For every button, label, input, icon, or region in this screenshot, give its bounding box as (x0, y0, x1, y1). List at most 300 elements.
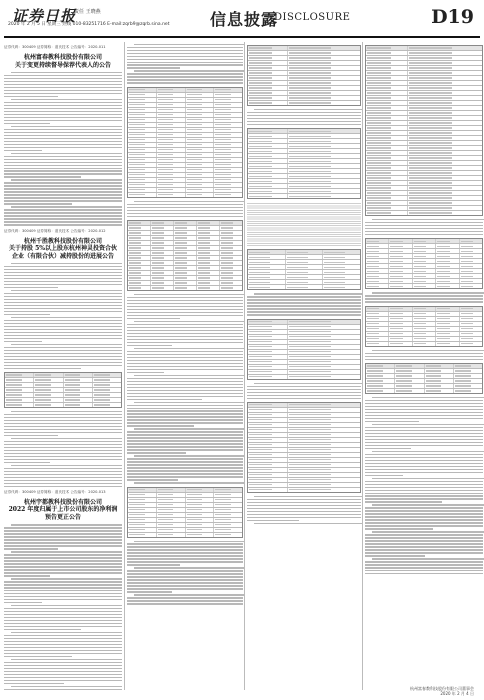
table-cell (220, 261, 242, 265)
table-cell (248, 91, 288, 95)
table-cell (248, 330, 288, 334)
table-cell (157, 118, 186, 122)
table-cell (214, 103, 242, 107)
text-line (4, 629, 81, 630)
table-cell (436, 342, 459, 346)
table-cell (288, 129, 360, 133)
table-cell (214, 113, 242, 117)
text-line (127, 342, 243, 343)
text-line (365, 295, 483, 296)
table-cell (220, 236, 242, 240)
table-cell (174, 286, 197, 290)
table-cell (128, 528, 157, 532)
text-line (134, 455, 245, 456)
text-line (372, 451, 484, 452)
text-line (365, 495, 483, 496)
table-cell (366, 76, 408, 80)
text-line (127, 333, 243, 334)
table-cell (214, 143, 242, 147)
text-line (365, 472, 483, 473)
table-cell (128, 533, 157, 537)
text-line (11, 411, 122, 412)
article-body (247, 293, 361, 315)
table-cell (214, 93, 242, 97)
table-cell (186, 133, 215, 137)
table-cell (128, 188, 157, 192)
table-cell (389, 269, 412, 273)
table-cell (288, 101, 360, 105)
text-line (4, 429, 122, 430)
text-line (247, 505, 361, 506)
table-cell (197, 261, 220, 265)
table-cell (408, 176, 482, 180)
table-cell (288, 194, 360, 198)
text-line (4, 305, 122, 306)
table-cell (460, 274, 482, 278)
table-cell (34, 393, 63, 397)
table-cell (128, 143, 157, 147)
table-cell (186, 153, 215, 157)
text-line (247, 392, 361, 393)
text-line (4, 341, 42, 342)
table-cell (408, 136, 482, 140)
text-line (365, 573, 483, 574)
text-line (134, 375, 245, 376)
article-body (4, 72, 122, 226)
text-line (365, 466, 483, 467)
table-cell (186, 498, 215, 502)
section-title-cn: 信息披露 (210, 10, 279, 29)
data-table (127, 220, 243, 291)
table-cell (248, 340, 288, 344)
text-line (247, 517, 361, 518)
text-line (4, 293, 122, 294)
data-table (4, 372, 122, 408)
table-cell (220, 276, 242, 280)
table-cell (408, 166, 482, 170)
table-cell (128, 523, 157, 527)
text-line (127, 467, 243, 468)
table-cell (366, 249, 389, 253)
signature-company: 杭州富春教科技股份有限公司董事会 (410, 686, 474, 691)
table-cell (408, 91, 482, 95)
text-line (247, 502, 361, 503)
text-line (4, 135, 122, 136)
announcement-title: 杭州宇都教科技股份有限公司 2022 年度归属于上市公司股东的净利润 预告更正公告 (8, 498, 118, 521)
table-cell (395, 384, 424, 388)
text-line (11, 317, 122, 318)
text-line (247, 511, 361, 512)
table-cell (389, 284, 412, 288)
text-line (365, 448, 411, 449)
table-cell (288, 365, 360, 369)
text-line (4, 123, 50, 124)
masthead-rule (4, 36, 480, 38)
table-cell (408, 116, 482, 120)
table-cell (248, 335, 288, 339)
table-cell (408, 131, 482, 135)
text-line (127, 552, 243, 553)
text-line (4, 120, 122, 121)
text-line (4, 165, 122, 166)
text-line (4, 168, 122, 169)
text-line (127, 67, 180, 68)
table-cell (248, 129, 288, 133)
table-cell (323, 270, 360, 274)
table-cell (408, 61, 482, 65)
table-cell (248, 413, 288, 417)
text-line (134, 294, 245, 295)
text-line (4, 572, 122, 573)
table-cell (214, 148, 242, 152)
table-cell (389, 312, 412, 316)
newspaper-logo: 证券日报 (12, 7, 77, 25)
table-cell (128, 103, 157, 107)
table-cell (5, 373, 34, 377)
text-line (134, 70, 245, 71)
table-cell (389, 274, 412, 278)
table-cell (366, 244, 389, 248)
text-line (365, 493, 483, 494)
table-cell (288, 46, 360, 50)
table-cell (366, 111, 408, 115)
table-cell (151, 226, 174, 230)
text-line (365, 436, 483, 437)
text-line (365, 400, 483, 401)
table-cell (288, 375, 360, 379)
table-cell (288, 428, 360, 432)
text-line (4, 620, 122, 621)
text-line (365, 356, 483, 357)
text-line (4, 156, 122, 157)
text-line (372, 292, 484, 293)
text-line (127, 476, 243, 477)
table-cell (425, 374, 454, 378)
text-line (4, 182, 122, 183)
text-line (4, 111, 122, 112)
table-cell (366, 146, 408, 150)
table-cell (128, 261, 151, 265)
table-cell (220, 226, 242, 230)
table-cell (408, 86, 482, 90)
table-cell (174, 256, 197, 260)
table-cell (248, 265, 286, 269)
table-cell (288, 325, 360, 329)
table-cell (248, 154, 288, 158)
text-line (4, 356, 122, 357)
text-line (4, 87, 122, 88)
announcement-title: 杭州富春教科技股份有限公司 关于变更持续督导保荐代表人的公告 (14, 54, 111, 69)
table-cell (128, 138, 157, 142)
text-line (4, 614, 122, 615)
text-line (134, 428, 245, 429)
table-cell (413, 249, 436, 253)
table-cell (248, 179, 288, 183)
article-body (365, 350, 483, 360)
text-line (4, 533, 122, 534)
table-cell (157, 133, 186, 137)
text-line (4, 542, 122, 543)
table-cell (366, 274, 389, 278)
text-line (134, 482, 245, 483)
table-cell (214, 523, 242, 527)
article-body (365, 219, 483, 235)
text-line (127, 79, 243, 80)
table-cell (151, 251, 174, 255)
table-cell (389, 244, 412, 248)
text-line (4, 141, 122, 142)
table-cell (389, 249, 412, 253)
text-line (127, 381, 243, 382)
table-cell (157, 188, 186, 192)
table-cell (454, 374, 482, 378)
text-line (127, 546, 243, 547)
table-cell (197, 271, 220, 275)
article-body (365, 397, 483, 574)
table-cell (389, 327, 412, 331)
table-cell (186, 493, 215, 497)
table-cell (389, 332, 412, 336)
table-cell (286, 270, 324, 274)
table-cell (436, 312, 459, 316)
table-cell (214, 193, 242, 197)
table-cell (460, 342, 482, 346)
table-cell (366, 374, 395, 378)
table-cell (288, 453, 360, 457)
text-line (365, 540, 483, 541)
text-line (4, 144, 122, 145)
text-line (127, 339, 243, 340)
text-line (4, 150, 42, 151)
text-line (254, 496, 363, 497)
announcement-code: 证券代码：300409 证券简称：道氏技术 公告编号：2020-011 (4, 45, 106, 49)
table-cell (288, 71, 360, 75)
text-line (4, 662, 122, 663)
text-line (127, 312, 243, 313)
table-cell (248, 86, 288, 90)
table-cell (248, 159, 288, 163)
table-cell (128, 108, 157, 112)
table-cell (389, 264, 412, 268)
text-line (127, 396, 243, 397)
text-line (127, 59, 243, 60)
text-line (365, 549, 483, 550)
text-line (4, 326, 122, 327)
table-cell (436, 307, 459, 311)
text-line (127, 351, 243, 352)
text-line (4, 611, 122, 612)
table-cell (186, 193, 215, 197)
text-line (127, 561, 243, 562)
table-cell (128, 113, 157, 117)
table-cell (395, 389, 424, 393)
data-table (247, 319, 361, 380)
table-cell (157, 173, 186, 177)
table-cell (436, 244, 459, 248)
table-cell (366, 156, 408, 160)
table-cell (288, 61, 360, 65)
table-cell (214, 123, 242, 127)
text-line (254, 383, 363, 384)
table-cell (128, 508, 157, 512)
table-cell (186, 148, 215, 152)
text-line (365, 490, 483, 491)
table-cell (288, 154, 360, 158)
text-line (127, 64, 243, 65)
table-cell (288, 330, 360, 334)
table-cell (460, 317, 482, 321)
table-cell (366, 254, 389, 258)
text-line (4, 674, 122, 675)
table-cell (197, 226, 220, 230)
text-line (11, 632, 122, 633)
table-cell (151, 241, 174, 245)
text-line (4, 462, 50, 463)
text-line (11, 290, 122, 291)
text-line (127, 213, 243, 214)
text-line (4, 444, 122, 445)
table-cell (389, 239, 412, 243)
text-line (4, 332, 122, 333)
table-cell (408, 121, 482, 125)
table-cell (157, 518, 186, 522)
text-line (127, 405, 243, 406)
text-line (4, 557, 122, 558)
table-cell (197, 236, 220, 240)
table-cell (288, 189, 360, 193)
text-line (4, 590, 122, 591)
text-line (4, 545, 122, 546)
table-cell (408, 186, 482, 190)
masthead (4, 3, 480, 39)
table-cell (174, 231, 197, 235)
text-line (127, 363, 243, 364)
text-line (11, 686, 122, 687)
table-cell (366, 46, 408, 50)
table-cell (128, 128, 157, 132)
text-line (247, 118, 361, 119)
table-cell (366, 389, 395, 393)
table-cell (366, 176, 408, 180)
table-cell (214, 513, 242, 517)
text-line (365, 445, 483, 446)
table-cell (186, 178, 215, 182)
table-cell (366, 259, 389, 263)
text-line (365, 516, 483, 517)
table-cell (248, 144, 288, 148)
table-cell (408, 71, 482, 75)
text-line (134, 44, 245, 45)
table-cell (288, 408, 360, 412)
table-cell (460, 332, 482, 336)
text-line (365, 421, 419, 422)
table-cell (408, 106, 482, 110)
text-line (127, 543, 243, 544)
table-cell (288, 340, 360, 344)
table-cell (389, 322, 412, 326)
table-cell (128, 178, 157, 182)
text-line (4, 75, 122, 76)
table-cell (128, 168, 157, 172)
text-line (365, 555, 425, 556)
table-cell (460, 264, 482, 268)
text-line (127, 413, 243, 414)
table-cell (248, 275, 286, 279)
table-cell (174, 261, 197, 265)
table-cell (454, 369, 482, 373)
text-line (134, 594, 245, 595)
text-line (4, 365, 122, 366)
table-cell (157, 88, 186, 92)
table-cell (93, 393, 121, 397)
table-cell (151, 286, 174, 290)
table-cell (248, 320, 288, 324)
text-line (365, 543, 483, 544)
table-cell (248, 51, 288, 55)
text-line (127, 416, 243, 417)
text-line (4, 417, 122, 418)
text-line (4, 197, 122, 198)
table-cell (34, 383, 63, 387)
table-cell (288, 458, 360, 462)
text-line (4, 296, 122, 297)
text-line (4, 554, 122, 555)
table-cell (248, 255, 286, 259)
text-line (127, 603, 243, 604)
table-cell (413, 327, 436, 331)
text-line (4, 581, 122, 582)
text-line (4, 548, 58, 549)
text-line (11, 605, 122, 606)
text-line (4, 117, 122, 118)
text-line (4, 680, 122, 681)
article-body (247, 496, 361, 524)
table-cell (366, 101, 408, 105)
table-cell (366, 136, 408, 140)
table-cell (248, 250, 286, 254)
table-cell (248, 280, 286, 284)
text-line (4, 623, 122, 624)
table-cell (174, 271, 197, 275)
table-cell (408, 141, 482, 145)
table-cell (389, 254, 412, 258)
table-cell (413, 269, 436, 273)
table-cell (408, 171, 482, 175)
table-cell (248, 408, 288, 412)
table-cell (366, 171, 408, 175)
table-cell (197, 281, 220, 285)
text-line (4, 338, 122, 339)
table-cell (436, 337, 459, 341)
text-line (127, 207, 243, 208)
text-line (4, 299, 122, 300)
table-cell (34, 388, 63, 392)
text-line (4, 575, 50, 576)
table-cell (288, 169, 360, 173)
text-line (4, 608, 122, 609)
table-cell (93, 378, 121, 382)
table-cell (128, 503, 157, 507)
table-cell (323, 250, 360, 254)
text-line (127, 336, 243, 337)
text-line (127, 366, 243, 367)
table-cell (366, 106, 408, 110)
text-line (254, 109, 363, 110)
text-line (247, 395, 361, 396)
table-cell (214, 168, 242, 172)
text-line (127, 564, 180, 565)
table-cell (248, 61, 288, 65)
